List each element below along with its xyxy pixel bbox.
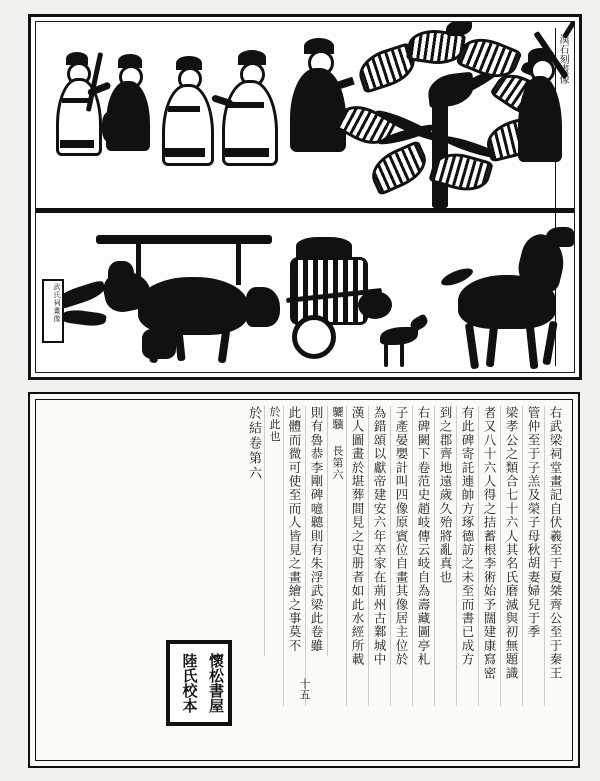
- figure-attendant-1: [54, 52, 100, 160]
- seal-line-1: 懷松書屋: [207, 653, 225, 713]
- page-number: 十五: [298, 678, 311, 700]
- ground-motif: [54, 277, 124, 347]
- crane-figure: [366, 309, 426, 369]
- text-column: 到之郡齊地遠歲久殆將亂真也: [434, 406, 456, 706]
- plate-right-margin: [555, 28, 572, 366]
- rubbing-plate: [28, 14, 582, 380]
- ground-figure: [140, 309, 184, 361]
- tree-leaf: [365, 140, 433, 196]
- text-page: [28, 392, 580, 768]
- upper-register: [36, 22, 574, 213]
- tree-leaf: [333, 97, 397, 152]
- text-columns: [36, 400, 572, 760]
- text-column: 於此也: [264, 406, 283, 656]
- seal-line-2: 陸氏校本: [180, 653, 199, 713]
- cart-wheel: [292, 315, 336, 359]
- canopied-carriage: [96, 225, 296, 365]
- plate-caption: 漢石刻畫像: [557, 34, 568, 84]
- text-column: 此體而微可使至而人皆見之畫繪之事莫不: [283, 406, 305, 706]
- text-column-title: 於結卷第六: [246, 406, 261, 481]
- tree-leaf: [426, 72, 475, 109]
- figure-attendant-4: [218, 50, 276, 168]
- collector-seal: [166, 640, 232, 726]
- text-column: 子產晏嬰計叫四像原賓位自畫其像居主位於: [390, 406, 412, 706]
- bird: [446, 22, 472, 36]
- text-column: 驪驥 長第六: [327, 406, 346, 656]
- text-column: 為錯頌以獻帝建安六年卒家在荊州古鄴城中: [368, 406, 390, 706]
- figure-attendant-3: [160, 56, 212, 168]
- text-column: 有此碑寄託連帥方琢德訪之未至而書已成方: [456, 406, 478, 706]
- horse: [434, 223, 574, 372]
- text-column: 右碑闕下卷范史趙岐傳云岐自為壽藏圖亭札: [412, 406, 434, 706]
- text-column: 者又八十六人得之拮蓄根李術始予闊建康寫密: [478, 406, 500, 706]
- text-column: 漢人圖畫於堪葬間見之史册者如此水經所載: [346, 406, 368, 706]
- rubbing-plate-inner: [35, 21, 575, 373]
- figure-attendant-2: [102, 54, 154, 162]
- text-column: 梁孝公之類合七十六人其名氏磨滅與初無題識: [500, 406, 522, 706]
- text-column: 則有魯恭李剛碑噫聽則有朱浮武梁此卷雖: [305, 406, 327, 706]
- plate-seal: 武氏祠畫像: [42, 279, 64, 343]
- text-column: 管仲至于子羔及榮子母秋胡妻婦兒于季: [522, 406, 544, 706]
- text-column: 右武梁祠堂畫記自伏羲至于夏桀齊公至于秦王: [544, 406, 566, 706]
- text-page-inner: [35, 399, 573, 761]
- lower-register: [36, 213, 574, 372]
